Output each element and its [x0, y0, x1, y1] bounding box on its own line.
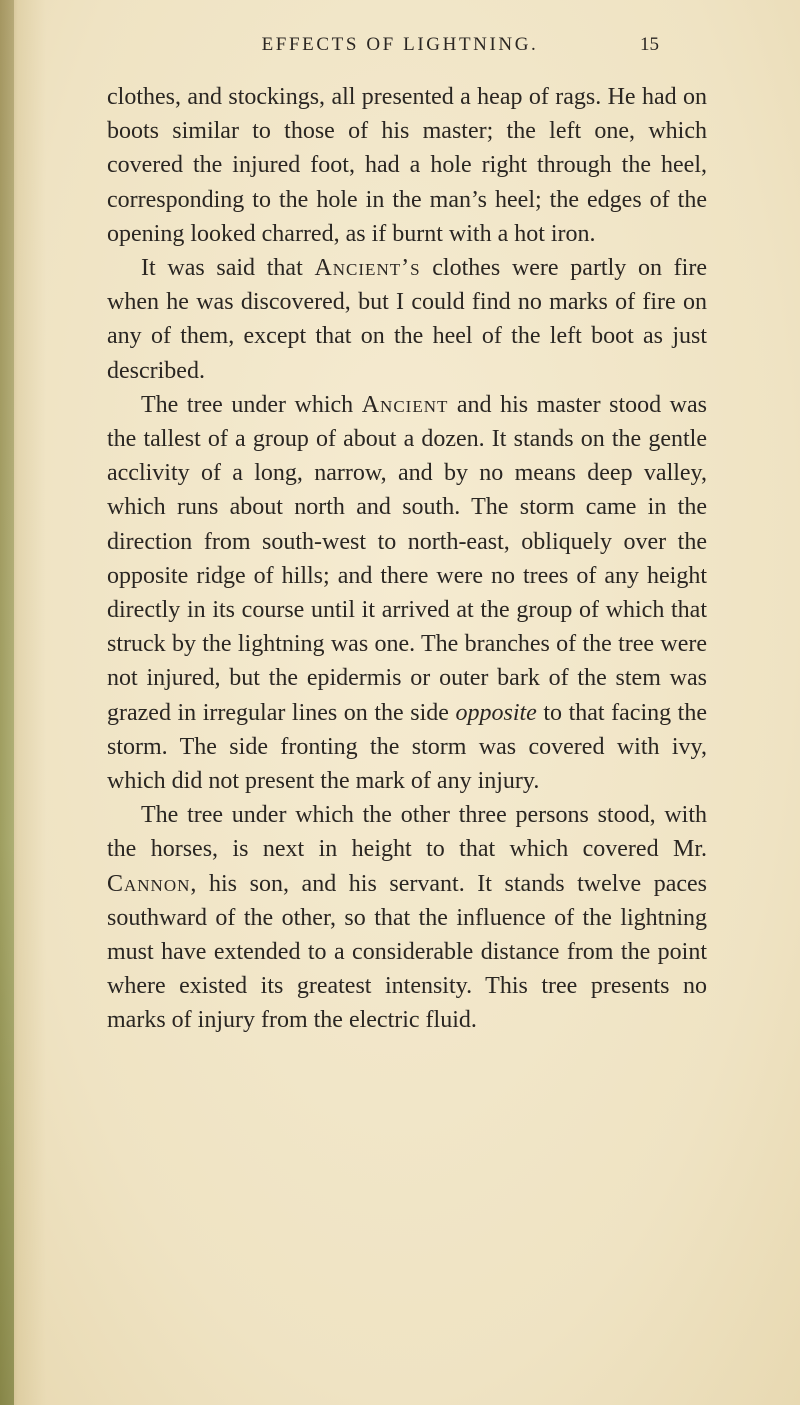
small-caps-name: Cannon — [107, 870, 191, 897]
paragraph — [107, 798, 707, 1037]
paragraph-text: clothes were partly on fire when he was discovered, but I could find no marks of fire on any of them, except that on the heel of the left boot as just described. — [107, 255, 707, 384]
paragraph — [107, 251, 707, 388]
running-head — [0, 34, 800, 68]
running-title: EFFECTS OF LIGHTNING. — [261, 34, 539, 55]
paragraph-continued — [107, 80, 707, 251]
small-caps-name: Ancient — [361, 391, 449, 418]
body-text — [107, 80, 707, 1038]
italic-word: opposite — [455, 699, 537, 726]
paragraph — [107, 388, 707, 798]
paragraph-text: to that facing the storm. The side fronting the storm was covered with ivy, which did not present the mark of any injury. — [107, 699, 707, 795]
paragraph-text: , his son, and his servant. It stands twelve paces southward of the other, so that the influence of the lightning must have extended to a considerable distance from the point where existed its greatest intensity. This tree presents no marks of injury from the electric fluid. — [107, 870, 707, 1034]
paragraph-text: The tree under which — [141, 391, 362, 418]
paragraph-text: It was said that — [141, 255, 315, 282]
page-number: 15 — [640, 34, 659, 55]
paragraph-text: clothes, and stockings, all presented a heap of rags. He had on boots similar to those of his master; the left one, which covered the injured foot, had a hole right through the heel, corresponding to the hole in the man’s heel; the edges of the opening looked charred, as if burnt with a hot iron. — [107, 84, 707, 247]
paragraph-text: and his master stood was the tallest of a group of about a dozen. It stands on the gentle acclivity of a long, narrow, and by no means deep valley, which runs about north and south. The storm came in the direction from south-west to north-east, obliquely over the opposite ridge of hills; and there were no trees of any height directly in its course until it arrived at the group of which that struck by the lightning was one. The branches of the tree were not injured, but the epidermis or outer bark of the stem was grazed in irregular lines on the side — [107, 391, 708, 726]
small-caps-name: Ancient’s — [314, 255, 421, 282]
binding-gutter — [0, 0, 14, 1405]
paragraph-text: The tree under which the other three persons stood, with the horses, is next in height to that which covered Mr. — [107, 802, 707, 863]
